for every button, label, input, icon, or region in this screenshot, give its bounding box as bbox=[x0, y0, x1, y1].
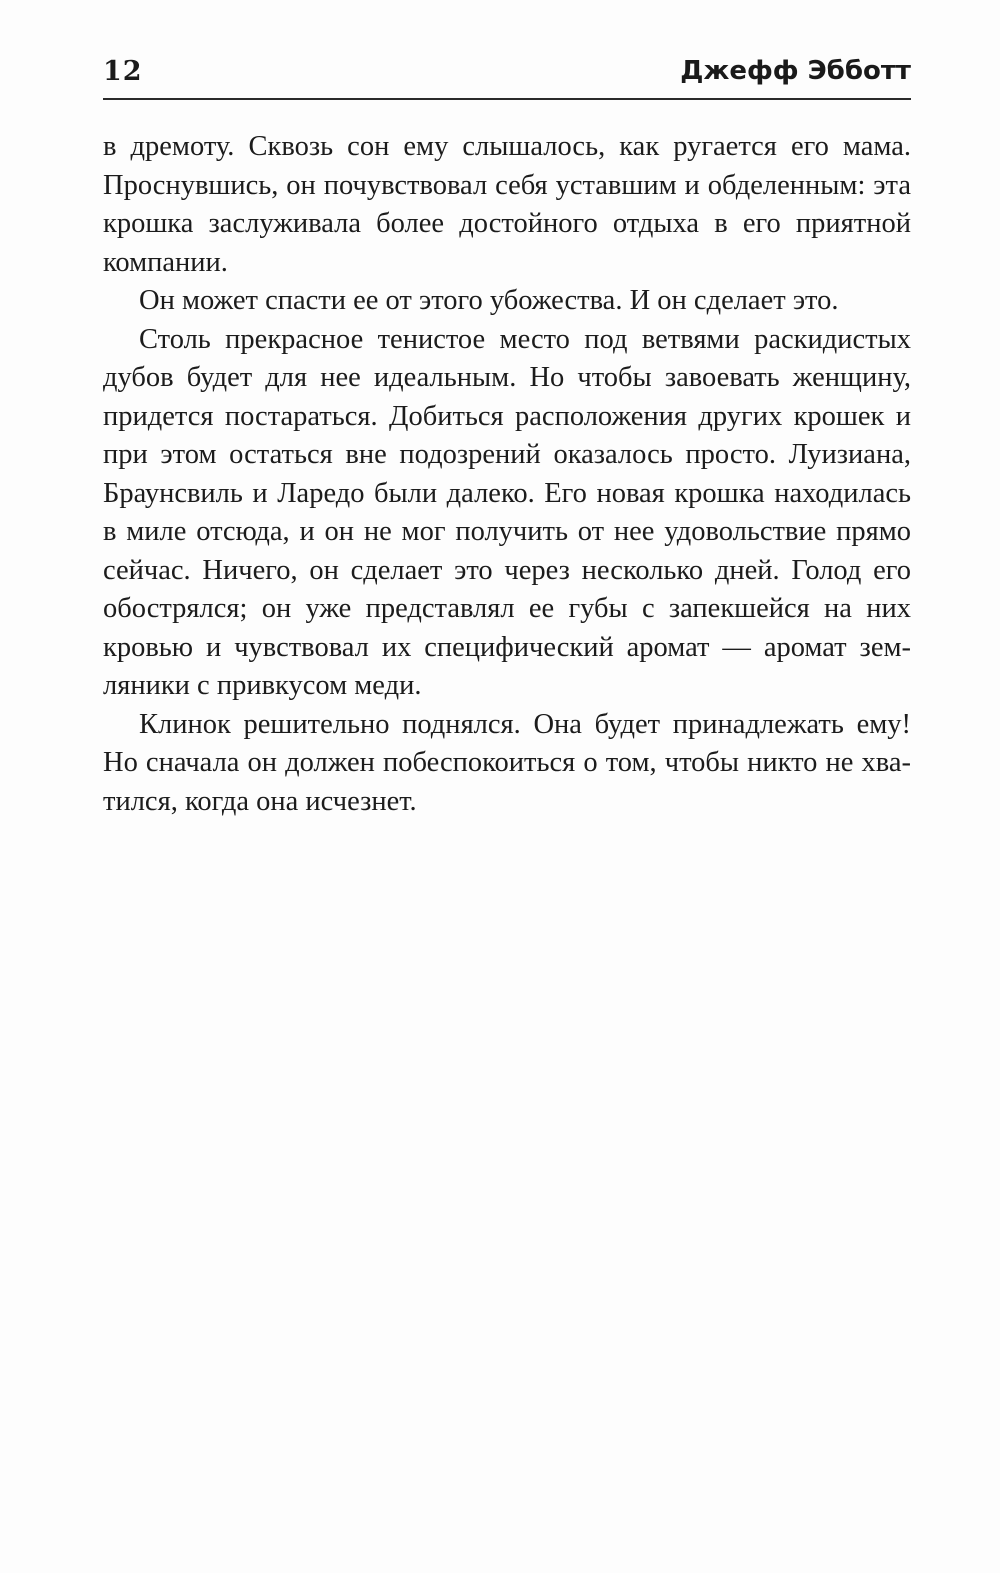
header-divider bbox=[103, 98, 911, 100]
paragraph-4: Клинок решительно поднялся. Она будет принадлежать ему! Но сначала он должен побеспокоиться о том, чтобы никто не хватился, когда она исчезнет. bbox=[103, 708, 911, 817]
body-text bbox=[103, 128, 911, 821]
paragraph-2: Он может спасти ее от этого убожества. И он сделает это. bbox=[139, 285, 839, 316]
running-head bbox=[103, 56, 911, 96]
author-name: Джефф Эбботт bbox=[680, 56, 911, 86]
paragraph-3: Столь прекрасное тенистое место под ветвями раскидистых дубов будет для нее идеальным. Но чтобы завоевать женщину, придется постараться. Добиться расположения других крошек и при этом остаться вне подозрений оказалось просто. Луизиана, Браунсвиль и Ларедо были далеко. Его новая крошка находилась в миле отсюда, и он не мог получить от нее удовольствие прямо сейчас. Ничего, он сделает это через несколько дней. Голод его обострялся; он уже представлял ее губы с запекшейся на них кровью и чувствовал их специфический аромат — аромат земляники с привкусом меди. bbox=[103, 323, 911, 701]
page-number: 12 bbox=[103, 56, 143, 87]
paragraph-1: в дремоту. Сквозь сон ему слышалось, как ругается его мама. Проснувшись, он почувствовал себя уставшим и обделенным: эта крошка заслуживала более достойного отдыха в его приятной компании. bbox=[103, 131, 911, 278]
